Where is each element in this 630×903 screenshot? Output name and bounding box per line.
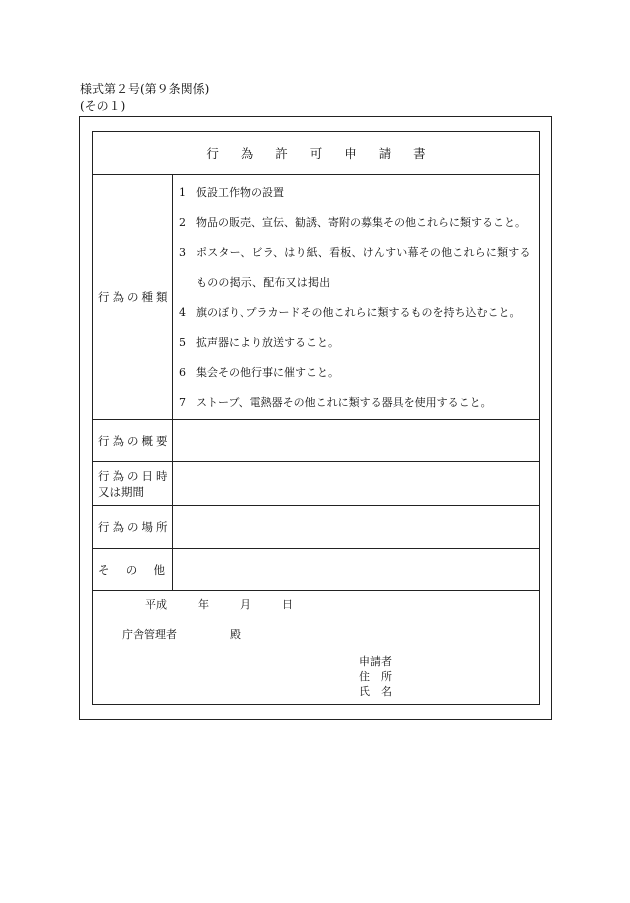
name-label: 氏 名 [359,685,392,698]
other-label: そ の 他 [93,549,173,590]
summary-field[interactable] [173,420,539,461]
kind-label: 行為の種類 [93,175,173,419]
summary-label: 行為の概要 [93,420,173,461]
form-title: 行 為 許 可 申 請 書 [93,132,539,175]
applicant-label: 申請者 [359,655,392,668]
address-label: 住 所 [359,670,392,683]
era: 平成 [145,598,167,611]
datetime-field[interactable] [173,462,539,505]
kind-list [173,175,539,418]
outer-frame [79,116,552,720]
month-label: 月 [240,598,251,611]
row-other [93,549,539,591]
datetime-label [93,462,173,505]
datetime-label-line1: 行為の日時 [98,468,171,483]
other-field[interactable] [173,549,539,590]
datetime-label-line2: 又は期間 [98,484,144,499]
form-number: 様式第２号(第９条関係) [80,82,210,96]
list-item: 6 集会その他行事に催すこと。 [179,366,339,379]
page-header [80,81,209,115]
year-label: 年 [198,598,209,611]
row-datetime [93,462,539,506]
row-place [93,506,539,549]
application-form [92,131,540,705]
list-item: 7 ストーブ、電熱器その他これに類する器具を使用すること。 [179,396,492,409]
row-kind [93,175,539,420]
place-field[interactable] [173,506,539,548]
row-summary [93,420,539,462]
signature-block [93,591,539,704]
addressee: 庁舎管理者 [122,628,177,641]
list-item: 5 拡声器により放送すること。 [179,336,339,349]
honorific: 殿 [230,628,241,641]
day-label: 日 [282,598,293,611]
form-sub-number: (その１) [80,99,126,113]
addressee-line [122,626,241,642]
list-item: 3 ポスター、ビラ、はり紙、看板、けんすい幕その他これらに類するものの掲示、配布又は掲出 [179,246,531,289]
place-label: 行為の場所 [93,506,173,548]
date-line [145,596,293,612]
list-item: 1 仮設工作物の設置 [179,186,284,199]
list-item: 2 物品の販売、宣伝、勧誘、寄附の募集その他これらに類すること。 [179,216,526,229]
applicant-block [359,654,392,699]
kind-list-cell [173,175,539,419]
list-item: 4 旗のぼり､プラカードその他これらに類するものを持ち込むこと。 [179,306,521,319]
